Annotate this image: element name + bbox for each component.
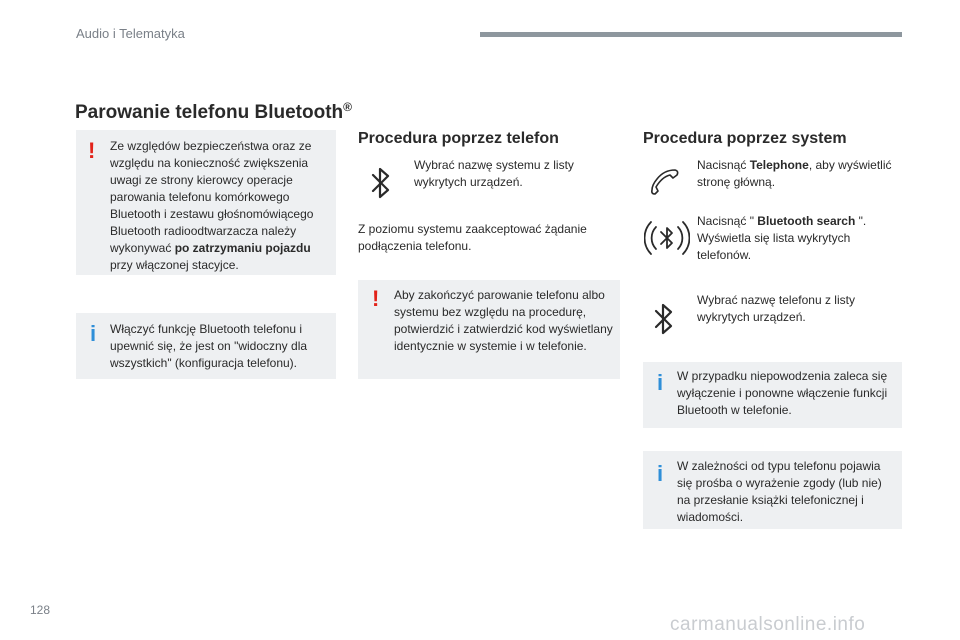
bluetooth-icon xyxy=(362,164,400,202)
consent-info-box xyxy=(643,451,902,529)
system-step2-text-pre: Nacisnąć " xyxy=(697,214,758,228)
retry-info-text: W przypadku niepowodzenia zaleca się wyłączenie i ponowne włączenie funkcji Bluetooth w telefonie. xyxy=(677,369,888,417)
registered-mark: ® xyxy=(343,100,352,114)
phone-confirm-warning-box xyxy=(358,280,620,379)
phone-handset-icon xyxy=(645,164,685,200)
info-icon: i xyxy=(657,370,664,395)
bluetooth-icon xyxy=(645,300,683,338)
header-title: Audio i Telematyka xyxy=(76,26,185,41)
safety-warning-box xyxy=(76,130,336,275)
page-number: 128 xyxy=(30,603,51,617)
header-bar xyxy=(480,32,902,37)
safety-warning-text xyxy=(110,138,328,274)
system-step1-text-post: , aby wyświetlić stronę główną. xyxy=(697,158,892,189)
safety-warning-text-post: przy włączonej stacyjce. xyxy=(110,258,239,272)
system-step1-text xyxy=(697,157,902,191)
enable-bluetooth-info-text: Włączyć funkcję Bluetooth telefonu i upewnić się, że jest on "widoczny dla wszystkich" (konfiguracja telefonu). xyxy=(110,322,308,370)
system-step1-text-bold: Telephone xyxy=(749,158,809,172)
phone-step1-text: Wybrać nazwę systemu z listy wykrytych urządzeń. xyxy=(414,158,574,189)
phone-handset-icon-svg xyxy=(648,167,682,197)
warning-icon: ! xyxy=(372,286,380,311)
page-title xyxy=(75,100,352,124)
info-icon: i xyxy=(90,321,97,346)
system-step2-text xyxy=(697,213,897,264)
bluetooth-icon-svg xyxy=(370,166,392,200)
enable-bluetooth-info-box xyxy=(76,313,336,379)
safety-warning-text-pre: Ze względów bezpieczeństwa oraz ze względu na konieczność zwiększenia uwagi ze strony kierowcy operacje parowania telefonu komórkowego Bluetooth i zestawu głośnomówiącego Bluetooth radioodtwarzacza należy wykonywać xyxy=(110,139,314,255)
warning-icon: ! xyxy=(88,138,96,163)
phone-procedure-title: Procedura poprzez telefon xyxy=(358,130,559,147)
system-step2-text-post: ". Wyświetla się lista wykrytych telefonów. xyxy=(697,214,867,262)
bluetooth-search-icon-svg xyxy=(644,215,690,261)
system-step3-text: Wybrać nazwę telefonu z listy wykrytych urządzeń. xyxy=(697,293,855,324)
retry-info-box xyxy=(643,362,902,428)
info-icon: i xyxy=(657,461,664,486)
watermark: carmanualsonline.info xyxy=(670,614,866,635)
page-title-text: Parowanie telefonu Bluetooth xyxy=(75,102,344,123)
bluetooth-icon-svg xyxy=(653,302,675,336)
system-step1-text-pre: Nacisnąć xyxy=(697,158,750,172)
phone-step2-text: Z poziomu systemu zaakceptować żądanie podłączenia telefonu. xyxy=(358,222,587,253)
safety-warning-text-bold: po zatrzymaniu pojazdu xyxy=(174,241,311,255)
phone-confirm-warning-text: Aby zakończyć parowanie telefonu albo systemu bez względu na procedurę, potwierdzić i zatwierdzić kod wyświetlany identycznie w systemie i w telefonie. xyxy=(394,288,613,353)
system-procedure-title: Procedura poprzez system xyxy=(643,130,847,147)
system-step2-text-bold: Bluetooth search xyxy=(757,214,856,228)
consent-info-text: W zależności od typu telefonu pojawia się prośba o wyrażenie zgody (lub nie) na przesłanie książki telefonicznej i wiadomości. xyxy=(677,459,882,524)
bluetooth-search-icon xyxy=(643,214,691,262)
